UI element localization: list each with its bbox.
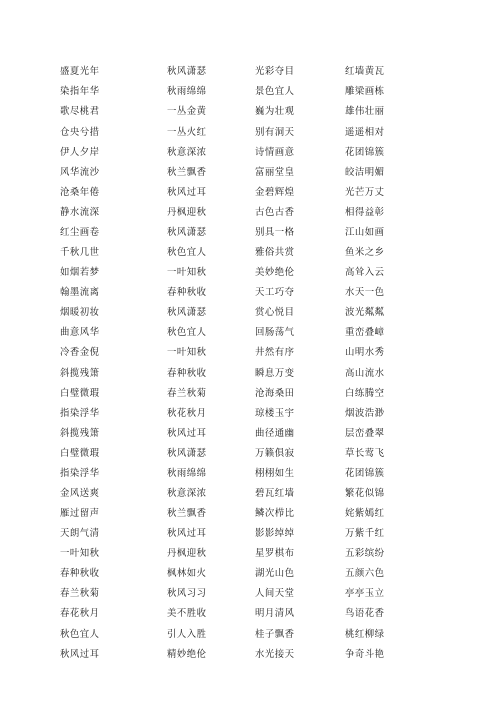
table-row <box>60 182 460 202</box>
idiom-cell: 红墙黄瓦 <box>345 66 385 78</box>
table-row <box>60 644 460 664</box>
idiom-cell: 重峦叠嶂 <box>345 327 385 339</box>
idiom-cell: 秋风潇瑟 <box>167 66 207 78</box>
idiom-cell: 金风送爽 <box>60 487 100 499</box>
idiom-cell: 湖光山色 <box>255 568 295 580</box>
idiom-cell: 星罗棋布 <box>255 548 295 560</box>
idiom-cell: 雁过留声 <box>60 508 100 520</box>
table-row <box>60 102 460 122</box>
table-row <box>60 162 460 182</box>
idiom-cell: 丹枫迎秋 <box>167 206 207 218</box>
idiom-cell: 富丽堂皇 <box>255 166 295 178</box>
idiom-cell: 白璧微瑕 <box>60 387 100 399</box>
idiom-cell: 千秋几世 <box>60 247 100 259</box>
idiom-cell: 别有洞天 <box>255 126 295 138</box>
idiom-cell: 枫林如火 <box>167 568 207 580</box>
table-row <box>60 443 460 463</box>
idiom-cell: 秋色宜人 <box>167 327 207 339</box>
idiom-cell: 秋风过耳 <box>167 528 207 540</box>
idiom-cell: 天朗气清 <box>60 528 100 540</box>
table-row <box>60 624 460 644</box>
idiom-cell: 花团锦簇 <box>345 146 385 158</box>
idiom-cell: 草长莺飞 <box>345 447 385 459</box>
table-row <box>60 283 460 303</box>
table-row <box>60 363 460 383</box>
idiom-cell: 雄伟壮丽 <box>345 106 385 118</box>
idiom-cell: 春兰秋菊 <box>167 387 207 399</box>
idiom-cell: 五彩缤纷 <box>345 548 385 560</box>
idiom-cell: 秋风过耳 <box>60 648 100 660</box>
table-row <box>60 383 460 403</box>
idiom-cell: 美不胜收 <box>167 608 207 620</box>
table-row <box>60 464 460 484</box>
idiom-cell: 染指年华 <box>60 86 100 98</box>
idiom-cell: 秋意深浓 <box>167 146 207 158</box>
idiom-cell: 伊人夕岸 <box>60 146 100 158</box>
idiom-cell: 明月清风 <box>255 608 295 620</box>
table-row <box>60 62 460 82</box>
table-row <box>60 82 460 102</box>
idiom-cell: 秋风习习 <box>167 588 207 600</box>
idiom-cell: 秋花秋月 <box>167 407 207 419</box>
idiom-cell: 光彩夺目 <box>255 66 295 78</box>
idiom-cell: 如烟若梦 <box>60 267 100 279</box>
idiom-cell: 秋色宜人 <box>167 247 207 259</box>
idiom-cell: 五颜六色 <box>345 568 385 580</box>
idiom-cell: 斜揽残箫 <box>60 367 100 379</box>
idiom-cell: 沧海桑田 <box>255 387 295 399</box>
idiom-cell: 高山流水 <box>345 367 385 379</box>
idiom-cell: 桃红柳绿 <box>345 628 385 640</box>
idiom-cell: 万籁俱寂 <box>255 447 295 459</box>
idiom-cell: 秋雨绵绵 <box>167 467 207 479</box>
idiom-cell: 秋兰飘香 <box>167 166 207 178</box>
idiom-cell: 斜揽残箫 <box>60 427 100 439</box>
idiom-cell: 烟暖初妆 <box>60 307 100 319</box>
idiom-cell: 盛夏光年 <box>60 66 100 78</box>
idiom-cell: 景色宜人 <box>255 86 295 98</box>
idiom-cell: 波光粼粼 <box>345 307 385 319</box>
idiom-cell: 桂子飘香 <box>255 628 295 640</box>
idiom-cell: 影影绰绰 <box>255 528 295 540</box>
idiom-grid <box>60 62 460 664</box>
table-row <box>60 504 460 524</box>
idiom-cell: 秋风过耳 <box>167 186 207 198</box>
idiom-cell: 白练腾空 <box>345 387 385 399</box>
idiom-cell: 人间天堂 <box>255 588 295 600</box>
table-row <box>60 223 460 243</box>
idiom-cell: 秋雨绵绵 <box>167 86 207 98</box>
idiom-cell: 白璧微瑕 <box>60 447 100 459</box>
idiom-cell: 风华流沙 <box>60 166 100 178</box>
idiom-cell: 金碧辉煌 <box>255 186 295 198</box>
idiom-cell: 花团锦簇 <box>345 467 385 479</box>
idiom-cell: 皎洁明媚 <box>345 166 385 178</box>
idiom-cell: 万紫千红 <box>345 528 385 540</box>
table-row <box>60 323 460 343</box>
table-row <box>60 343 460 363</box>
idiom-cell: 春种秋收 <box>60 568 100 580</box>
table-row <box>60 423 460 443</box>
idiom-cell: 秋风潇瑟 <box>167 226 207 238</box>
table-row <box>60 203 460 223</box>
idiom-cell: 江山如画 <box>345 226 385 238</box>
idiom-cell: 鸟语花香 <box>345 608 385 620</box>
table-row <box>60 584 460 604</box>
table-row <box>60 544 460 564</box>
idiom-cell: 精妙绝伦 <box>167 648 207 660</box>
idiom-cell: 一叶知秋 <box>167 347 207 359</box>
idiom-cell: 美妙绝伦 <box>255 267 295 279</box>
idiom-cell: 秋意深浓 <box>167 487 207 499</box>
idiom-cell: 曲意风华 <box>60 327 100 339</box>
idiom-cell: 沧桑年倦 <box>60 186 100 198</box>
idiom-cell: 光芒万丈 <box>345 186 385 198</box>
idiom-cell: 冷香金倪 <box>60 347 100 359</box>
idiom-cell: 翰墨流离 <box>60 287 100 299</box>
idiom-cell: 春种秋收 <box>167 287 207 299</box>
idiom-cell: 秋兰飘香 <box>167 508 207 520</box>
table-row <box>60 564 460 584</box>
idiom-cell: 一叶知秋 <box>60 548 100 560</box>
idiom-cell: 井然有序 <box>255 347 295 359</box>
table-row <box>60 403 460 423</box>
idiom-cell: 一丛金黄 <box>167 106 207 118</box>
table-row <box>60 484 460 504</box>
table-row <box>60 524 460 544</box>
idiom-cell: 引人入胜 <box>167 628 207 640</box>
idiom-cell: 繁花似锦 <box>345 487 385 499</box>
table-row <box>60 263 460 283</box>
idiom-cell: 碧瓦红墙 <box>255 487 295 499</box>
idiom-cell: 仓央兮措 <box>60 126 100 138</box>
idiom-cell: 争奇斗艳 <box>345 648 385 660</box>
idiom-cell: 雕梁画栋 <box>345 86 385 98</box>
idiom-cell: 秋风潇瑟 <box>167 307 207 319</box>
idiom-cell: 巍为壮观 <box>255 106 295 118</box>
idiom-cell: 水天一色 <box>345 287 385 299</box>
table-row <box>60 243 460 263</box>
idiom-cell: 层峦叠翠 <box>345 427 385 439</box>
idiom-cell: 春花秋月 <box>60 608 100 620</box>
idiom-cell: 高耸入云 <box>345 267 385 279</box>
idiom-cell: 静水流深 <box>60 206 100 218</box>
idiom-cell: 山明水秀 <box>345 347 385 359</box>
idiom-cell: 春兰秋菊 <box>60 588 100 600</box>
idiom-cell: 烟波浩渺 <box>345 407 385 419</box>
idiom-cell: 鱼米之乡 <box>345 247 385 259</box>
idiom-cell: 赏心悦目 <box>255 307 295 319</box>
idiom-cell: 相得益彰 <box>345 206 385 218</box>
idiom-cell: 古色古香 <box>255 206 295 218</box>
idiom-cell: 鳞次栉比 <box>255 508 295 520</box>
idiom-cell: 一叶知秋 <box>167 267 207 279</box>
idiom-cell: 红尘画卷 <box>60 226 100 238</box>
table-row <box>60 303 460 323</box>
idiom-cell: 春种秋收 <box>167 367 207 379</box>
idiom-cell: 指染浮华 <box>60 467 100 479</box>
idiom-cell: 一丛火红 <box>167 126 207 138</box>
idiom-cell: 秋色宜人 <box>60 628 100 640</box>
idiom-cell: 丹枫迎秋 <box>167 548 207 560</box>
idiom-cell: 别具一格 <box>255 226 295 238</box>
idiom-cell: 秋风过耳 <box>167 427 207 439</box>
idiom-cell: 栩栩如生 <box>255 467 295 479</box>
table-row <box>60 142 460 162</box>
table-row <box>60 122 460 142</box>
idiom-cell: 天工巧夺 <box>255 287 295 299</box>
idiom-cell: 诗情画意 <box>255 146 295 158</box>
table-row <box>60 604 460 624</box>
idiom-cell: 曲径通幽 <box>255 427 295 439</box>
idiom-cell: 亭亭玉立 <box>345 588 385 600</box>
idiom-cell: 遥遥相对 <box>345 126 385 138</box>
idiom-cell: 歌尽桃君 <box>60 106 100 118</box>
idiom-cell: 水光接天 <box>255 648 295 660</box>
idiom-cell: 姹紫嫣红 <box>345 508 385 520</box>
idiom-cell: 秋风潇瑟 <box>167 447 207 459</box>
idiom-cell: 琼楼玉宇 <box>255 407 295 419</box>
idiom-cell: 瞬息万变 <box>255 367 295 379</box>
idiom-cell: 回肠荡气 <box>255 327 295 339</box>
idiom-cell: 雅俗共赏 <box>255 247 295 259</box>
idiom-cell: 指染浮华 <box>60 407 100 419</box>
